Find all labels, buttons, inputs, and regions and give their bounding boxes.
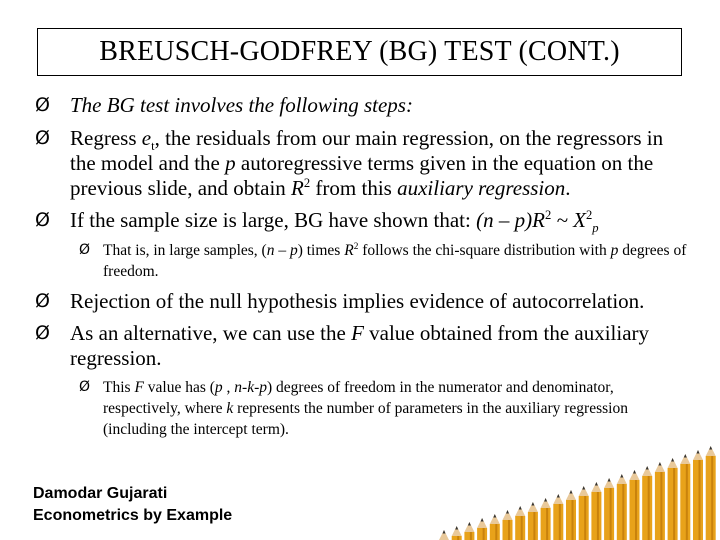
bullet-regress [35,126,690,201]
sub-bullet-arrow-icon: Ø [79,242,91,258]
sub-bullet-chi-square [79,240,693,282]
p-symbol: p [225,151,236,175]
pencil-shape [553,494,563,540]
text-run: Regress [70,126,142,150]
text-run: . [565,176,571,200]
text-run: ) times [297,242,345,259]
pencil-shape [591,482,601,540]
superscript-2: 2 [585,208,593,222]
pencil-shape [680,454,690,540]
pencil-shape [617,474,627,540]
pencil-shape [655,462,665,540]
superscript-2: 2 [303,176,311,190]
n-minus-p: n – p [266,242,298,259]
author-footer [33,483,232,527]
residual-symbol: e [141,126,152,150]
pencil-shape [477,518,487,540]
f-symbol: F [134,379,144,396]
text-run: , the residuals from our main regression, on the regressors in the model and the [70,126,664,175]
pencil-shape [439,530,449,540]
pencil-shape [642,466,652,540]
bullet-arrow-icon: Ø [35,290,50,312]
bullet-arrow-icon: Ø [35,322,50,344]
author-name: Damodar Gujarati [33,485,168,502]
pencil-shape [566,490,576,540]
pencil-shape [464,522,474,540]
text-run: , [222,379,235,396]
slide-title [37,28,682,76]
pencil-shape [706,446,716,540]
p-symbol: p [214,379,223,396]
pencil-shape [528,502,538,540]
bullet-steps-text: The BG test involves the following steps: [70,93,413,117]
pencil-shape [579,486,589,540]
superscript-2: 2 [544,208,552,222]
superscript-2: 2 [353,241,359,252]
pencil-shape [541,498,551,540]
text-run: This [103,379,135,396]
text-run: value obtained from the auxiliary regression. [70,321,650,370]
pencil-shape [490,514,500,540]
text-run: As an alternative, we can use the [70,321,352,345]
text-run: That is, in large samples, ( [103,242,267,259]
subscript-p: p [592,221,599,236]
bullet-arrow-icon: Ø [35,209,50,231]
bullet-arrow-icon: Ø [35,127,50,149]
bullet-rejection [35,289,695,314]
r-symbol: R [291,176,304,200]
formula-rhs: ~ X [551,208,586,232]
bullet-rejection-text: Rejection of the null hypothesis implies evidence of autocorrelation. [70,289,645,313]
pencil-shape [604,478,614,540]
sub-bullet-f-value [79,377,683,440]
f-symbol: F [351,321,364,345]
pencil-shape [452,526,462,540]
book-title: Econometrics by Example [33,507,233,524]
pencil-shape [515,506,525,540]
n-k-p-symbol: n-k-p [234,379,267,396]
text-run: value has ( [143,379,215,396]
auxiliary-regression-term: auxiliary regression [397,176,566,200]
bullet-steps [35,93,690,118]
pencils-graphic [437,438,720,540]
sub-bullet-arrow-icon: Ø [79,379,91,395]
text-run: If the sample size is large, BG have shown that: [70,208,477,232]
p-symbol: p [610,242,619,259]
r-symbol: R [344,242,354,259]
subscript-t: t [151,139,155,154]
bullet-large-sample [35,208,690,236]
pencil-shape [693,450,703,540]
text-run: represents the number of parameters in the auxiliary regression (including the intercept term). [103,400,628,438]
k-symbol: k [226,400,234,417]
bullet-alternative [35,321,690,371]
slide-title-text: BREUSCH-GODFREY (BG) TEST (CONT.) [99,36,620,67]
pencil-shape [630,470,640,540]
text-run: from this [310,176,398,200]
pencils-image [437,438,720,540]
formula-lhs: (n – p)R [476,208,545,232]
text-run: autoregressive terms given in the equation on the previous slide, and obtain [70,151,654,200]
text-run: follows the chi-square distribution with [358,242,611,259]
text-run: ) degrees of freedom in the numerator and denominator, respectively, where [103,379,614,417]
bullet-arrow-icon: Ø [35,94,50,116]
text-run: degrees of freedom. [103,242,687,280]
pencil-shape [668,458,678,540]
pencil-shape [503,510,513,540]
